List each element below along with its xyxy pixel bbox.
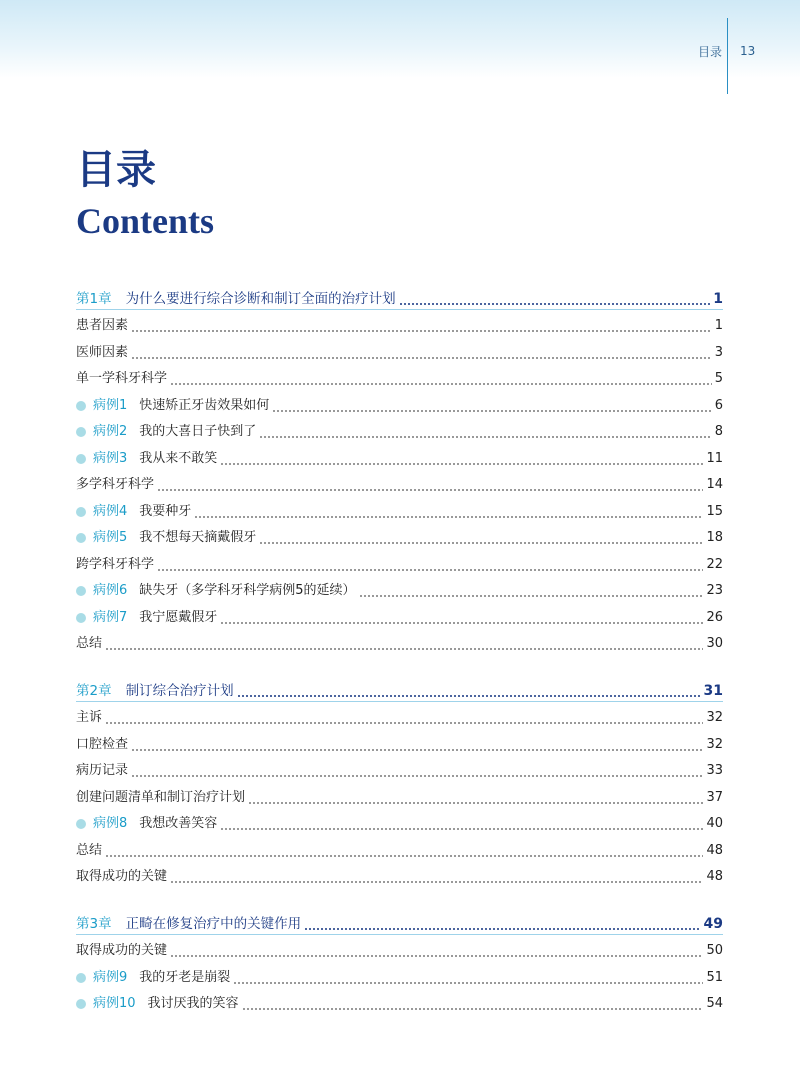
entry-page-number: 32 — [706, 710, 723, 725]
entry-title: 取得成功的关键 — [76, 869, 168, 884]
entry-page-number: 6 — [714, 397, 723, 413]
case-label: 病例8 — [93, 816, 128, 831]
entry-title: 病历记录 — [76, 763, 129, 778]
page-title-english: Contents — [76, 201, 215, 241]
toc-section-entry[interactable] — [76, 755, 723, 782]
header-divider — [727, 18, 728, 94]
toc-section-entry[interactable] — [76, 363, 723, 390]
entry-page-number: 8 — [714, 424, 723, 439]
toc-section-entry[interactable] — [76, 834, 723, 861]
entry-title: 我不想每天摘戴假牙 — [139, 530, 257, 545]
chapter-title: 制订综合治疗计划 — [125, 682, 234, 699]
entry-title: 主诉 — [76, 710, 103, 725]
case-label: 病例5 — [93, 530, 128, 545]
entry-page-number: 18 — [706, 530, 723, 545]
toc-case-entry[interactable] — [76, 601, 723, 628]
entry-page-number: 50 — [706, 943, 723, 958]
toc-section-entry[interactable] — [76, 548, 723, 575]
dot-leader — [157, 475, 703, 495]
chapter-block — [76, 282, 723, 654]
chapter-number: 第2章 — [76, 682, 112, 699]
toc-section-entry[interactable] — [76, 781, 723, 808]
dot-leader — [105, 634, 703, 654]
dot-leader — [233, 968, 703, 988]
case-label: 病例2 — [93, 424, 128, 439]
entry-page-number: 23 — [706, 583, 723, 598]
entry-title: 口腔检查 — [76, 736, 129, 752]
dot-leader — [131, 735, 703, 755]
entry-page-number: 48 — [706, 842, 723, 858]
page-title-chinese: 目录 — [76, 146, 156, 193]
toc-section-entry[interactable] — [76, 628, 723, 655]
toc-case-entry[interactable] — [76, 808, 723, 835]
dot-leader — [248, 788, 703, 808]
dot-leader — [131, 761, 703, 781]
entry-title: 创建问题清单和制订治疗计划 — [76, 789, 246, 805]
entry-page-number: 15 — [706, 503, 723, 519]
circle-bullet-icon — [76, 427, 86, 437]
toc-case-entry[interactable] — [76, 988, 723, 1015]
toc-case-entry[interactable] — [76, 389, 723, 416]
entry-title: 单一学科牙科学 — [76, 371, 168, 386]
chapter-page-number: 1 — [713, 290, 723, 307]
dot-leader — [359, 581, 704, 601]
entry-title: 总结 — [76, 842, 103, 858]
entry-title: 我讨厌我的笑容 — [147, 996, 239, 1011]
toc-section-entry[interactable] — [76, 310, 723, 337]
entry-title: 跨学科牙科学 — [76, 556, 155, 572]
entry-page-number: 1 — [714, 318, 723, 333]
entry-title: 我要种牙 — [139, 503, 192, 519]
entry-page-number: 33 — [706, 763, 723, 778]
case-label: 病例4 — [93, 503, 128, 519]
chapter-block — [76, 674, 723, 887]
toc-section-entry[interactable] — [76, 935, 723, 962]
entry-title: 缺失牙（多学科牙科学病例5的延续） — [139, 583, 356, 598]
entry-title: 我的牙老是崩裂 — [139, 969, 231, 985]
toc-case-entry[interactable] — [76, 961, 723, 988]
dot-leader — [220, 608, 703, 628]
toc-case-entry[interactable] — [76, 495, 723, 522]
chapter-page-number: 49 — [703, 915, 723, 932]
toc-section-entry[interactable] — [76, 861, 723, 888]
table-of-contents — [76, 282, 723, 1014]
entry-title: 医师因素 — [76, 344, 129, 360]
circle-bullet-icon — [76, 819, 86, 829]
entry-page-number: 22 — [706, 556, 723, 572]
case-label: 病例9 — [93, 969, 128, 985]
entry-title: 患者因素 — [76, 318, 129, 333]
chapter-number: 第3章 — [76, 915, 112, 932]
dot-leader — [242, 994, 704, 1014]
entry-title: 我从来不敢笑 — [139, 450, 218, 466]
entry-title: 取得成功的关键 — [76, 943, 168, 958]
chapter-page-number: 31 — [703, 682, 723, 699]
chapter-title: 为什么要进行综合诊断和制订全面的治疗计划 — [125, 290, 396, 307]
entry-page-number: 14 — [706, 477, 723, 492]
dot-leader — [399, 289, 711, 309]
chapter-number: 第1章 — [76, 290, 112, 307]
dot-leader — [220, 449, 703, 469]
chapter-heading[interactable] — [76, 907, 723, 935]
entry-page-number: 48 — [706, 869, 723, 884]
dot-leader — [157, 555, 703, 575]
dot-leader — [304, 914, 700, 934]
dot-leader — [170, 369, 712, 389]
toc-case-entry[interactable] — [76, 522, 723, 549]
circle-bullet-icon — [76, 586, 86, 596]
case-label: 病例7 — [93, 609, 128, 625]
case-label: 病例1 — [93, 397, 128, 413]
entry-title: 我想改善笑容 — [139, 816, 218, 831]
dot-leader — [272, 396, 711, 416]
entry-page-number: 11 — [706, 450, 723, 466]
chapter-block — [76, 907, 723, 1014]
page-number: 13 — [740, 44, 756, 58]
entry-title: 我宁愿戴假牙 — [139, 609, 218, 625]
circle-bullet-icon — [76, 973, 86, 983]
case-label: 病例6 — [93, 583, 128, 598]
entry-page-number: 51 — [706, 969, 723, 985]
toc-section-entry[interactable] — [76, 702, 723, 729]
chapter-heading[interactable] — [76, 282, 723, 310]
dot-leader — [259, 422, 711, 442]
toc-case-entry[interactable] — [76, 575, 723, 602]
chapter-title: 正畸在修复治疗中的关键作用 — [125, 915, 302, 932]
toc-section-entry[interactable] — [76, 728, 723, 755]
entry-page-number: 30 — [706, 636, 723, 651]
circle-bullet-icon — [76, 454, 86, 464]
dot-leader — [131, 343, 712, 363]
toc-section-entry[interactable] — [76, 469, 723, 496]
dot-leader — [194, 502, 703, 522]
entry-page-number: 3 — [714, 344, 723, 360]
dot-leader — [170, 941, 703, 961]
entry-page-number: 40 — [706, 816, 723, 831]
circle-bullet-icon — [76, 613, 86, 623]
entry-page-number: 32 — [706, 736, 723, 752]
running-header-label: 目录 — [697, 45, 722, 59]
dot-leader — [131, 316, 712, 336]
entry-title: 我的大喜日子快到了 — [139, 424, 257, 439]
circle-bullet-icon — [76, 533, 86, 543]
chapter-heading[interactable] — [76, 674, 723, 702]
case-label: 病例10 — [93, 996, 136, 1011]
dot-leader — [259, 528, 703, 548]
entry-page-number: 54 — [706, 996, 723, 1011]
header-band — [0, 0, 800, 78]
entry-page-number: 26 — [706, 609, 723, 625]
circle-bullet-icon — [76, 507, 86, 517]
dot-leader — [105, 708, 703, 728]
entry-page-number: 5 — [714, 371, 723, 386]
entry-title: 总结 — [76, 636, 103, 651]
circle-bullet-icon — [76, 401, 86, 411]
toc-case-entry[interactable] — [76, 416, 723, 443]
case-label: 病例3 — [93, 450, 128, 466]
toc-case-entry[interactable] — [76, 442, 723, 469]
dot-leader — [220, 814, 703, 834]
entry-title: 多学科牙科学 — [76, 477, 155, 492]
dot-leader — [237, 681, 701, 701]
dot-leader — [170, 867, 703, 887]
dot-leader — [105, 841, 703, 861]
entry-title: 快速矫正牙齿效果如何 — [139, 397, 270, 413]
toc-section-entry[interactable] — [76, 336, 723, 363]
circle-bullet-icon — [76, 999, 86, 1009]
entry-page-number: 37 — [706, 789, 723, 805]
